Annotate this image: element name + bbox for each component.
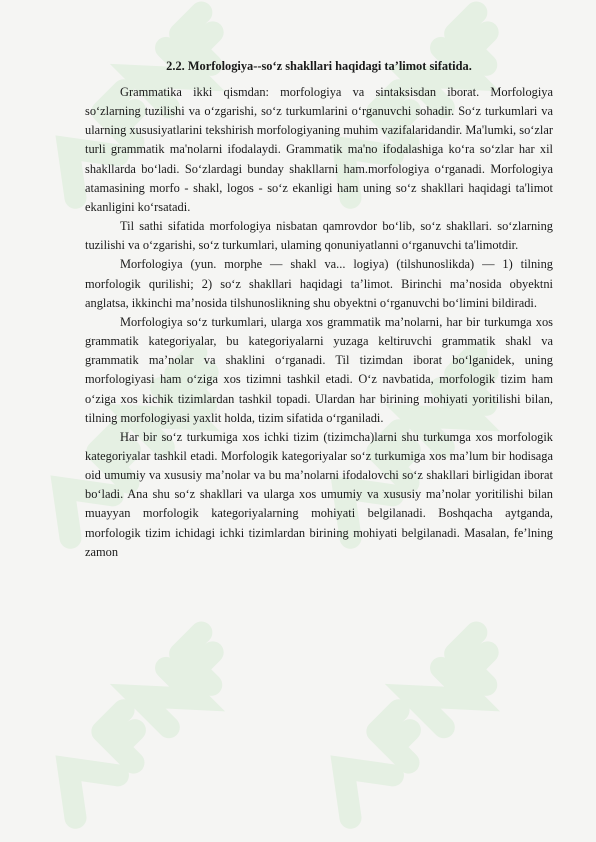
watermark-stroke bbox=[47, 747, 118, 818]
watermark-stroke bbox=[322, 747, 393, 818]
watermark-mark bbox=[321, 633, 508, 820]
watermark-stroke bbox=[413, 668, 472, 727]
document-body bbox=[85, 57, 553, 562]
watermark-mark bbox=[46, 633, 233, 820]
paragraph-5: Har bir so‘z turkumiga xos ichki tizim (tizimcha)larni shu turkumga xos morfologik kategoriyalar tashkil etadi. Morfologik kategoriyalar so‘z turkumiga xos ma’lum bir hodisaga oid umumiy va xususiy ma’nolar va bu ma’nolarni ifodalovchi so‘z shakllari birligidan iborat bo‘ladi. Ana shu so‘z shakllari va ularga xos umumiy va xususiy ma’nolar yoritilishi bilan muayyan morfologik kategoriyalarning mohiyati belgilanadi. Boshqacha aytganda, morfologik tizim ichidagi ichki tizimlardan birining mohiyati belgilanadi. Masalan, fe’lning zamon bbox=[85, 429, 553, 559]
paragraph-3: Morfologiya (yun. morphe — shakl va... logiya) (tilshunoslikda) — 1) tilning morfologik qurilishi; 2) so‘z shakllari haqidagi ta’limot. Birinchi ma’nosida obyektni anglatsa, ikkinchi ma’nosida tilshunoslikning shu obyektni o‘rganuvchi bo‘limini bildiradi. bbox=[85, 257, 553, 310]
paragraph-2: Til sathi sifatida morfologiya nisbatan qamrovdor bo‘lib, so‘z shakllari. so‘zlarning tuzilishi va o‘zgarishi, so‘z turkumlari, ulaming qonuniyatlanni o‘rganuvchi ta'limotdir. bbox=[85, 219, 553, 253]
watermark-stroke bbox=[102, 710, 154, 762]
watermark-stroke bbox=[138, 668, 197, 727]
paragraph-1: Grammatika ikki qismdan: morfologiya va sintaksisdan iborat. Morfologiya so‘zlarning tuzilishi va o‘zgarishi, so‘z turkumlarini o‘rganuvchi sohadir. So‘z turkumlari va ularning xususiyatlarini tekshirish morfologiyaning muhim vazifalaridandir. Ma'lumki, so‘zlar turli grammatik ma'nolarni ifodalaydi. Grammatik ma'no ifodalashiga ko‘ra so‘zlar har xil shakllarda bo‘ladi. So‘zlardagi bunday shakllarni ham.morfologiya o‘rganadi. Morfologiya atamasining morfo - shakl, logos - so‘z ekanligi ham uning so‘z shakllari haqidagi ta'limot ekanligini ko‘rsatadi. bbox=[85, 85, 553, 214]
section-title: 2.2. Morfologiya--so‘z shakllari haqidagi ta’limot sifatida. bbox=[166, 59, 472, 73]
watermark-stroke bbox=[377, 710, 429, 762]
paragraph-4: Morfologiya so‘z turkumlari, ularga xos grammatik ma’nolarni, har bir turkumga xos grammatik kategoriyalar, bu kategoriyalarni yuzaga keltiruvchi grammatik shakl va grammatik ma’nolar va shaklini o‘rganadi. Til tizimdan iborat bo‘lganidek, uning morfologiyasi ham o‘ziga xos tizimni tashkil etadi. O‘z navbatida, morfologik tizim ham o‘ziga xos kichik tizimlardan tashkil topadi. Ulardan har birining mohiyati yoritilishi bilan, tilning morfologiyasi yaxlit holda, tizim sifatida o‘rganiladi. bbox=[85, 314, 553, 425]
watermark-stroke bbox=[455, 633, 507, 685]
watermark-stroke bbox=[180, 633, 232, 685]
